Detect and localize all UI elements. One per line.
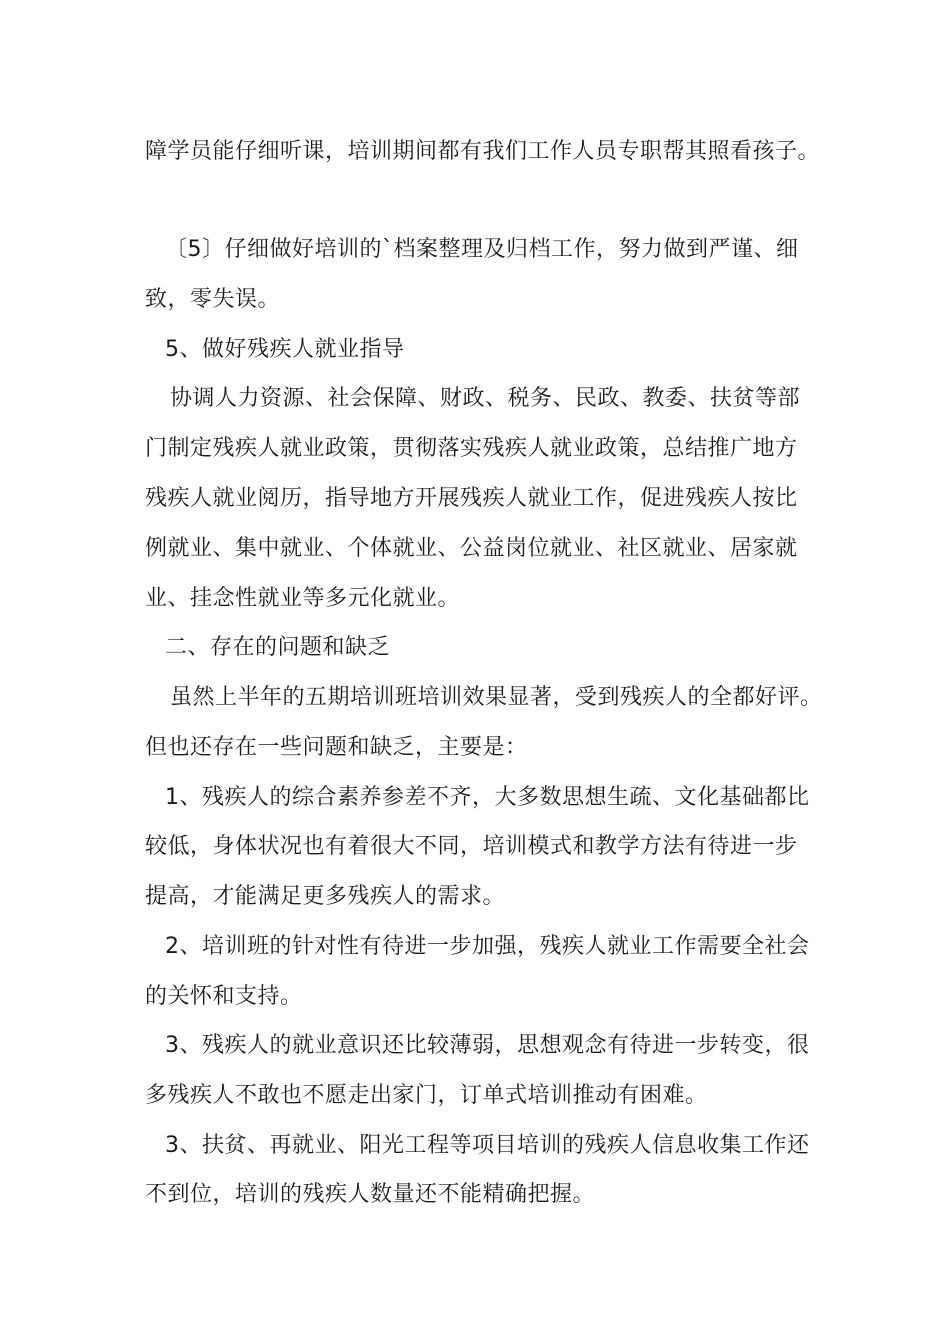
paragraph-line: 业、挂念性就业等多元化就业。: [145, 586, 461, 611]
section-heading: 二、存在的问题和缺乏: [165, 635, 391, 660]
paragraph-line: 3、残疾人的就业意识还比较薄弱，思想观念有待进一步转变，很: [165, 1033, 810, 1058]
paragraph-line: 提高，才能满足更多残疾人的需求。: [145, 884, 506, 909]
paragraph-line: 虽然上半年的五期培训班培训效果显著，受到残疾人的全都好评。: [170, 685, 823, 710]
paragraph-line: 3、扶贫、再就业、阳光工程等项目培训的残疾人信息收集工作还: [165, 1133, 810, 1158]
paragraph-line: 多残疾人不敢也不愿走出家门，订单式培训推动有困难。: [145, 1083, 708, 1108]
paragraph-line: 例就业、集中就业、个体就业、公益岗位就业、社区就业、居家就: [145, 536, 798, 561]
paragraph-line: 门制定残疾人就业政策，贯彻落实残疾人就业政策，总结推广地方: [145, 436, 798, 461]
paragraph-line: 不到位，培训的残疾人数量还不能精确把握。: [145, 1182, 596, 1207]
paragraph-line: 〔5〕仔细做好培训的`档案整理及归档工作，努力做到严谨、细: [165, 237, 799, 262]
paragraph-line: 但也还存在一些问题和缺乏，主要是：: [145, 735, 528, 760]
paragraph-line: 较低，身体状况也有着很大不同，培训模式和教学方法有待进一步: [145, 834, 798, 859]
paragraph-line: 的关怀和支持。: [145, 984, 303, 1009]
paragraph-line: 残疾人就业阅历，指导地方开展残疾人就业工作，促进残疾人按比: [145, 486, 798, 511]
section-heading: 5、做好残疾人就业指导: [165, 337, 405, 362]
paragraph-line: 2、培训班的针对性有待进一步加强，残疾人就业工作需要全社会: [165, 934, 810, 959]
paragraph-line: 1、残疾人的综合素养参差不齐，大多数思想生疏、文化基础都比: [165, 785, 810, 810]
paragraph-line: 协调人力资源、社会保障、财政、税务、民政、教委、扶贫等部: [170, 386, 801, 411]
paragraph-line: 障学员能仔细听课，培训期间都有我们工作人员专职帮其照看孩子。: [145, 139, 821, 164]
paragraph-line: 致，零失误。: [145, 287, 281, 312]
